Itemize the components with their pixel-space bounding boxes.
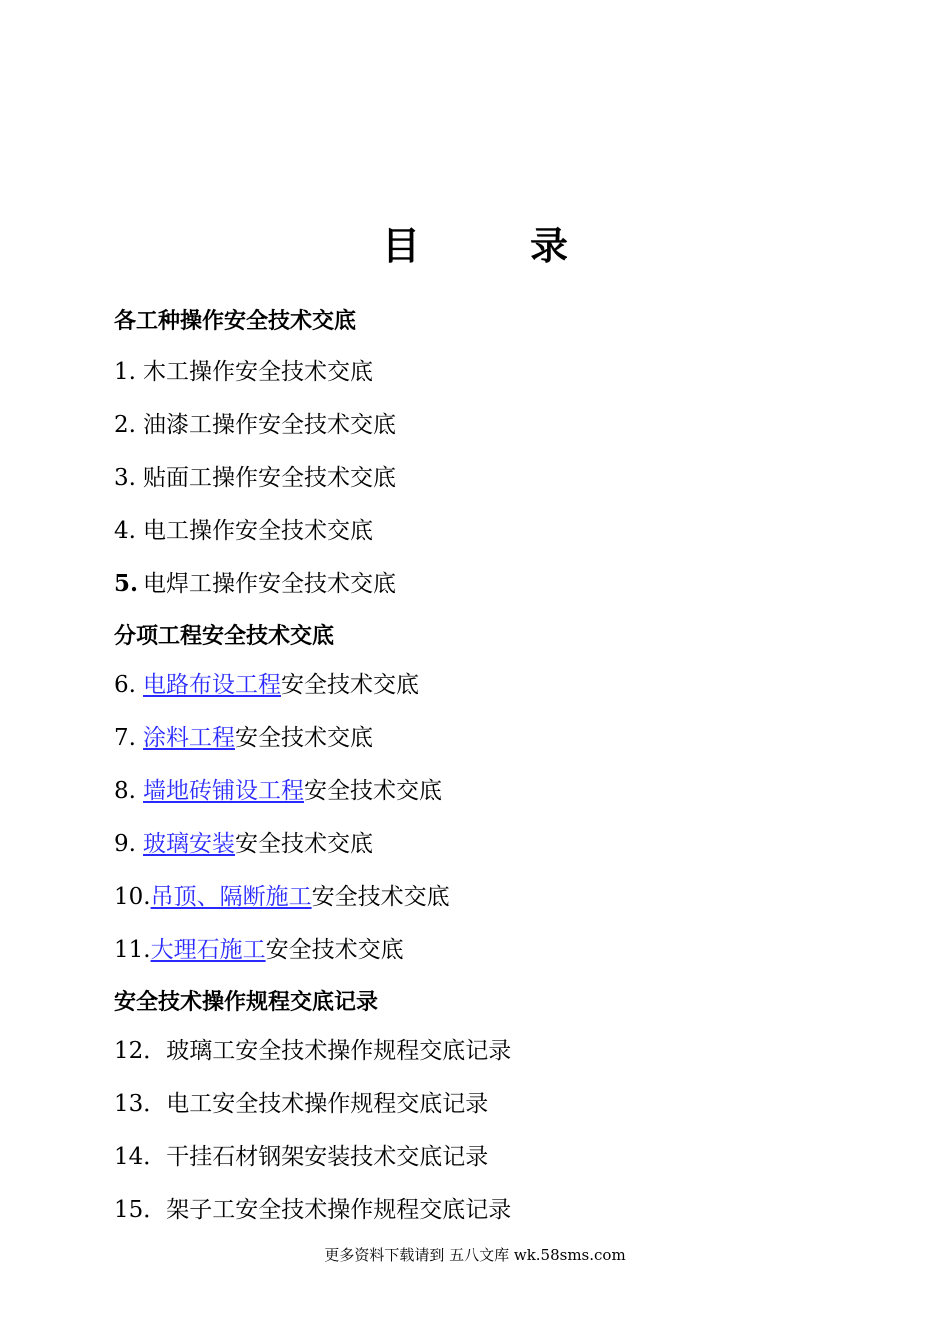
toc-item[interactable] — [114, 516, 373, 546]
item-number: 2. — [114, 412, 136, 438]
toc-item[interactable] — [114, 463, 396, 493]
item-text: 安全技术交底 — [311, 884, 450, 910]
item-number: 5. — [114, 570, 139, 597]
section-heading: 安全技术操作规程交底记录 — [114, 989, 379, 1015]
item-link[interactable]: 玻璃安装 — [143, 831, 235, 857]
item-text: 玻璃工安全技术操作规程交底记录 — [166, 1038, 512, 1064]
item-number: 6. — [114, 672, 136, 698]
item-text: 安全技术交底 — [281, 672, 419, 698]
page-title: 目 录 — [381, 223, 604, 268]
toc-item — [114, 829, 373, 859]
toc-item[interactable] — [114, 1195, 511, 1225]
item-number: 7. — [114, 725, 136, 751]
toc-item[interactable] — [114, 1036, 511, 1066]
toc-item[interactable] — [114, 410, 396, 440]
item-number: 10. — [114, 884, 151, 910]
item-text: 电焊工操作安全技术交底 — [143, 571, 396, 597]
toc-item[interactable] — [114, 569, 396, 599]
toc-item — [114, 776, 442, 806]
footer-note: 更多资料下载请到 五八文库 wk.58sms.com — [324, 1246, 626, 1264]
item-number: 12． — [114, 1038, 167, 1064]
item-text: 安全技术交底 — [235, 725, 373, 751]
item-text: 电工操作安全技术交底 — [143, 518, 373, 544]
toc-item — [114, 935, 404, 965]
item-number: 9. — [114, 831, 136, 857]
item-text: 油漆工操作安全技术交底 — [143, 412, 396, 438]
item-number: 8. — [114, 778, 136, 804]
toc-item — [114, 723, 373, 753]
item-number: 1. — [114, 359, 136, 385]
toc-item — [114, 882, 450, 912]
toc-item[interactable] — [114, 357, 373, 387]
item-link[interactable]: 电路布设工程 — [143, 672, 281, 698]
item-text: 贴面工操作安全技术交底 — [143, 465, 396, 491]
item-number: 15． — [114, 1197, 167, 1223]
toc-item[interactable] — [114, 1089, 488, 1119]
item-text: 安全技术交底 — [304, 778, 442, 804]
item-number: 14． — [114, 1144, 167, 1170]
toc-item — [114, 670, 419, 700]
item-link[interactable]: 墙地砖铺设工程 — [143, 778, 304, 804]
item-number: 11. — [114, 937, 151, 963]
item-link[interactable]: 涂料工程 — [143, 725, 235, 751]
item-text: 电工安全技术操作规程交底记录 — [166, 1091, 489, 1117]
item-number: 4. — [114, 518, 136, 544]
item-number: 3. — [114, 465, 136, 491]
item-link[interactable]: 吊顶、隔断施工 — [150, 884, 312, 910]
toc-item[interactable] — [114, 1142, 488, 1172]
item-text: 架子工安全技术操作规程交底记录 — [166, 1197, 512, 1223]
item-number: 13． — [114, 1091, 167, 1117]
item-text: 安全技术交底 — [265, 937, 404, 963]
item-text: 木工操作安全技术交底 — [143, 359, 373, 385]
item-link[interactable]: 大理石施工 — [150, 937, 266, 963]
item-text: 干挂石材钢架安装技术交底记录 — [166, 1144, 489, 1170]
item-text: 安全技术交底 — [235, 831, 373, 857]
section-heading: 各工种操作安全技术交底 — [114, 308, 357, 334]
section-heading: 分项工程安全技术交底 — [114, 623, 335, 649]
